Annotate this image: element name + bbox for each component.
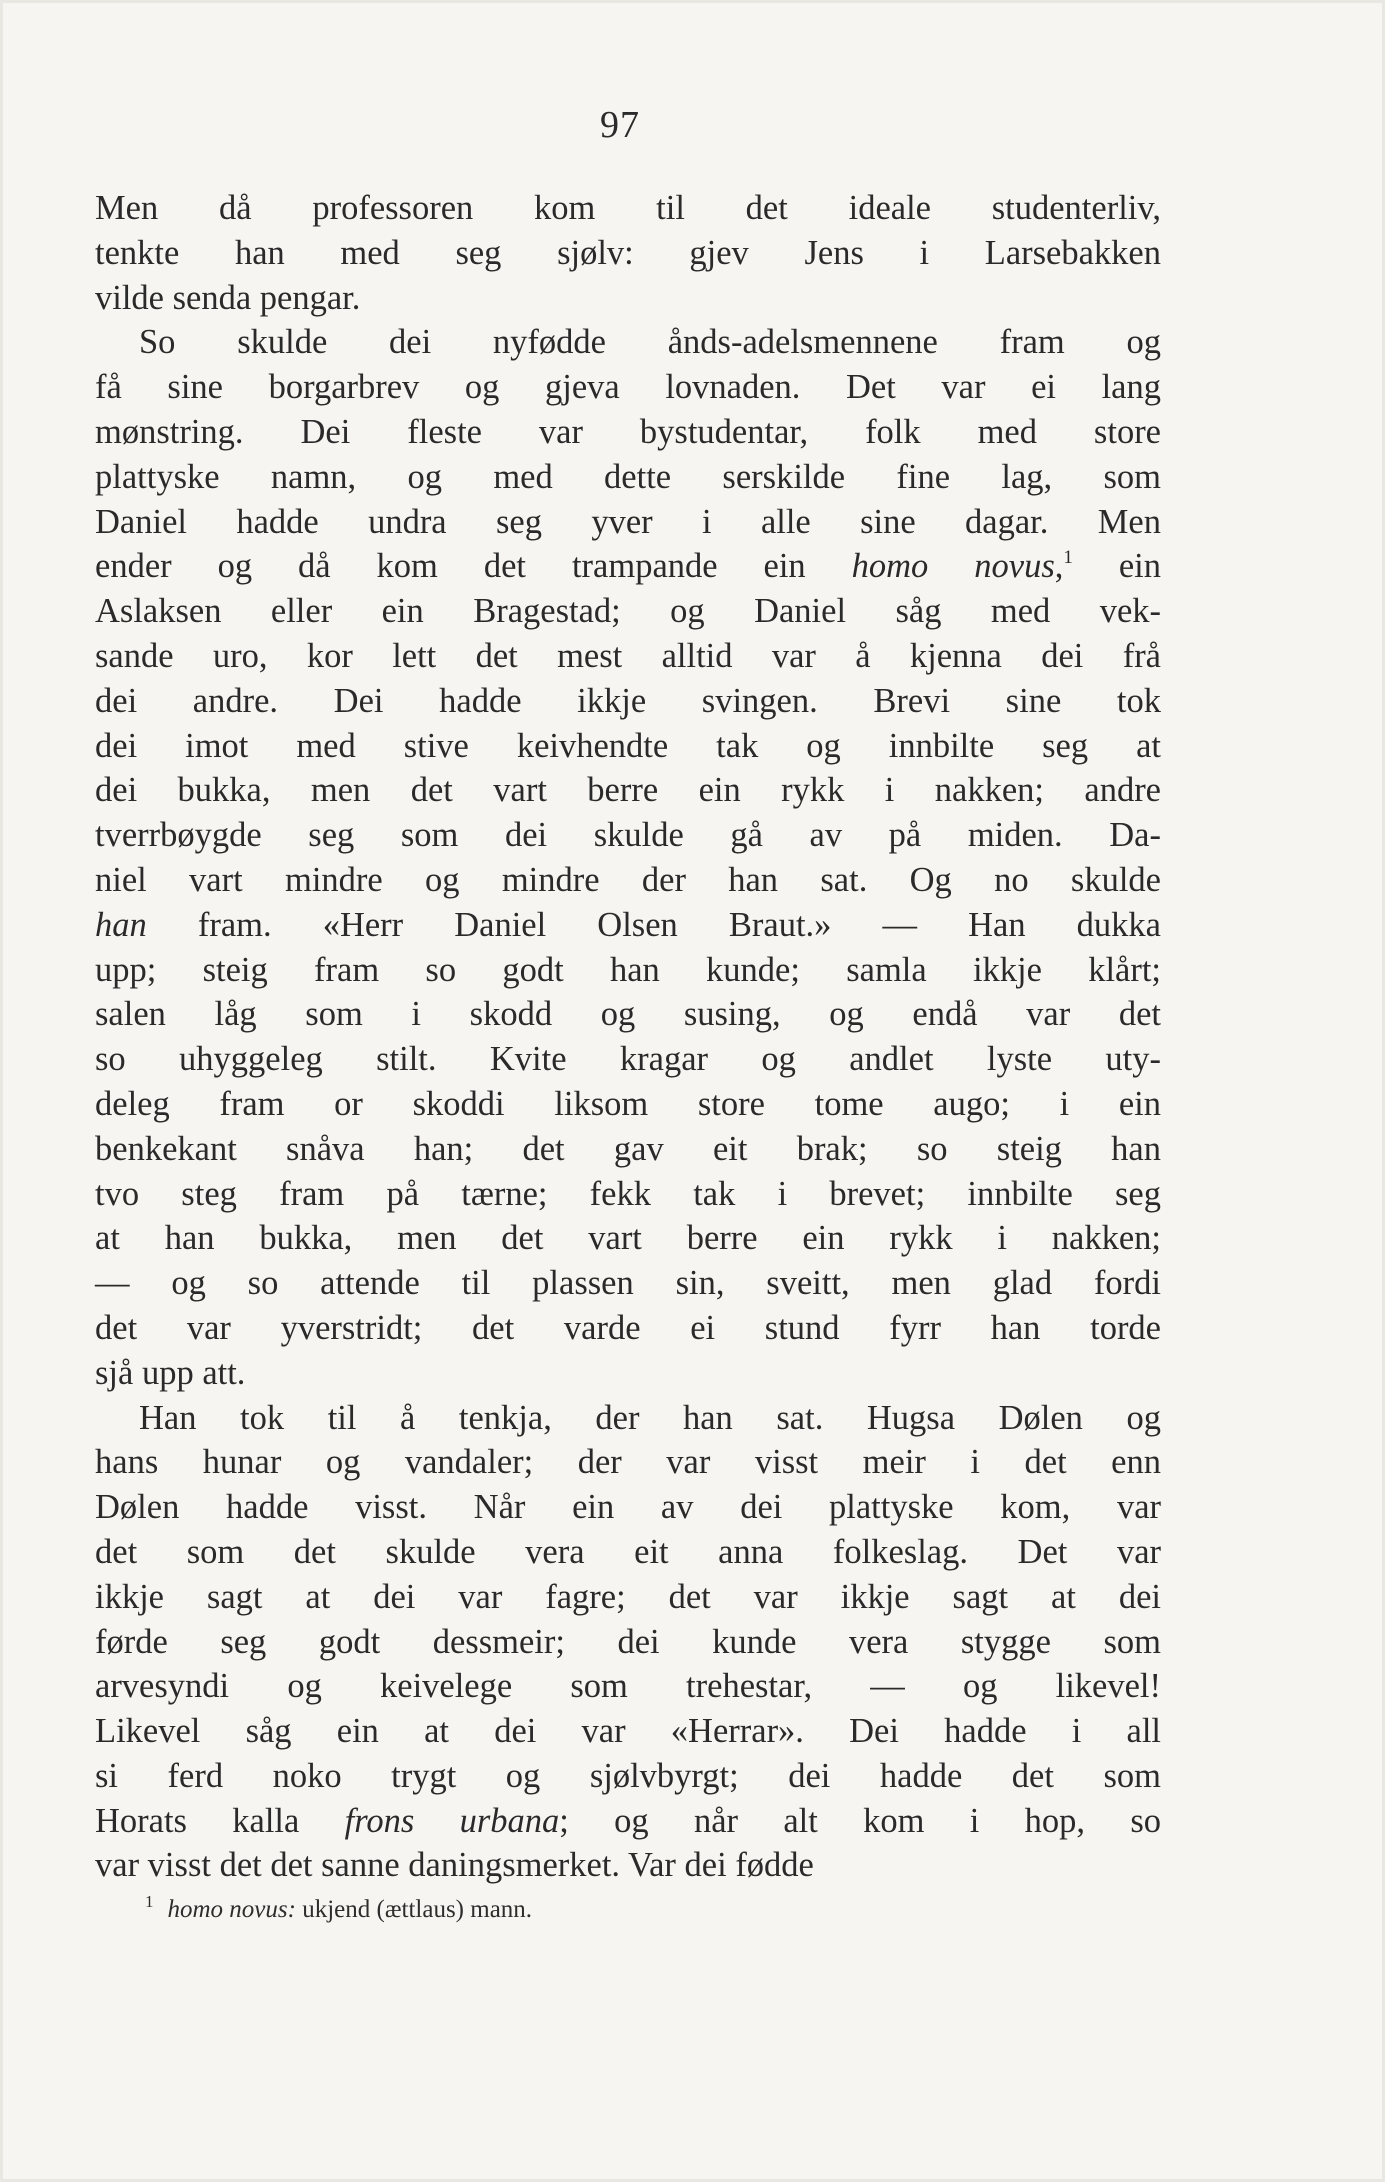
footnote-marker: 1 [145, 1892, 154, 1911]
text-line: at han bukka, men det vart berre ein rykk i nakken; [95, 1219, 1161, 1258]
text-line: salen låg som i skodd og susing, og endå var det [95, 995, 1161, 1034]
text-line: ikkje sagt at dei var fagre; det var ikkje sagt at dei [95, 1577, 1161, 1616]
footnote-text: ukjend (ættlaus) mann. [295, 1896, 533, 1923]
text-line: hans hunar og vandaler; der var visst meir i det enn [95, 1443, 1161, 1482]
text-line: upp; steig fram so godt han kunde; samla ikkje klårt; [95, 950, 1161, 989]
text-line: sande uro, kor lett det mest alltid var å kjenna dei frå [95, 636, 1161, 675]
footnote [145, 1892, 533, 1924]
text-line: plattyske namn, og med dette serskilde fine lag, som [95, 457, 1161, 496]
text-line: vilde senda pengar. [95, 278, 361, 317]
text-line: deleg fram or skoddi liksom store tome augo; i ein [95, 1084, 1161, 1123]
text-line: Dølen hadde visst. Når ein av dei plattyske kom, var [95, 1488, 1161, 1527]
text-line: var visst det det sanne daningsmerket. Var dei fødde [95, 1846, 814, 1885]
text-line: få sine borgarbrev og gjeva lovnaden. Det var ei lang [95, 368, 1161, 407]
page-number: 97 [600, 104, 640, 146]
text-line: tenkte han med seg sjølv: gjev Jens i Larsebakken [95, 233, 1161, 272]
text-line: ender og då kom det trampande ein homo novus,$^1$ ein [95, 547, 1162, 586]
text-line: Men då professoren kom til det ideale studenterliv, [95, 189, 1161, 227]
text-line: si ferd noko trygt og sjølvbyrgt; dei hadde det som [95, 1756, 1161, 1795]
text-line: so uhyggeleg stilt. Kvite kragar og andlet lyste uty- [95, 1040, 1161, 1079]
text-line: han fram. «Herr Daniel Olsen Braut.» — Han dukka [95, 905, 1161, 944]
text-line: dei bukka, men det vart berre ein rykk i nakken; andre [95, 771, 1161, 810]
text-line: mønstring. Dei fleste var bystudentar, folk med store [95, 412, 1161, 451]
text-line: — og so attende til plassen sin, sveitt, men glad fordi [95, 1264, 1161, 1303]
italic-text: han [95, 905, 147, 944]
text-line: tverrbøygde seg som dei skulde gå av på miden. Da- [95, 816, 1161, 855]
text-line: det som det skulde vera eit anna folkeslag. Det var [95, 1532, 1161, 1571]
text-line: So skulde dei nyfødde ånds-adelsmennene fram og [139, 323, 1161, 362]
text-line: arvesyndi og keivelege som trehestar, — og likevel! [95, 1667, 1161, 1706]
italic-text: homo novus [851, 547, 1055, 586]
text-line: benkekant snåva han; det gav eit brak; so steig han [95, 1129, 1161, 1168]
body-text [95, 186, 1161, 1888]
text-line: Daniel hadde undra seg yver i alle sine dagar. Men [95, 502, 1161, 541]
footnote-reference: 1 [1063, 547, 1073, 569]
italic-text: frons urbana [344, 1801, 560, 1840]
text-line: Aslaksen eller ein Bragestad; og Daniel såg med vek- [95, 592, 1161, 631]
text-line: det var yverstridt; det varde ei stund fyrr han torde [95, 1308, 1161, 1347]
text-line: Horats kalla frons urbana; og når alt kom i hop, so [95, 1801, 1161, 1840]
text-line: dei andre. Dei hadde ikkje svingen. Brevi sine tok [95, 681, 1161, 720]
text-line: tvo steg fram på tærne; fekk tak i brevet; innbilte seg [95, 1174, 1161, 1213]
text-line: Han tok til å tenkja, der han sat. Hugsa Dølen og [139, 1398, 1161, 1437]
text-line: sjå upp att. [95, 1353, 246, 1392]
footnote-term: homo novus: [167, 1896, 296, 1923]
text-line: dei imot med stive keivhendte tak og innbilte seg at [95, 726, 1161, 765]
text-line: førde seg godt dessmeir; dei kunde vera stygge som [95, 1622, 1161, 1661]
text-line: Likevel såg ein at dei var «Herrar». Dei hadde i all [95, 1712, 1161, 1751]
text-line: niel vart mindre og mindre der han sat. Og no skulde [95, 860, 1161, 899]
